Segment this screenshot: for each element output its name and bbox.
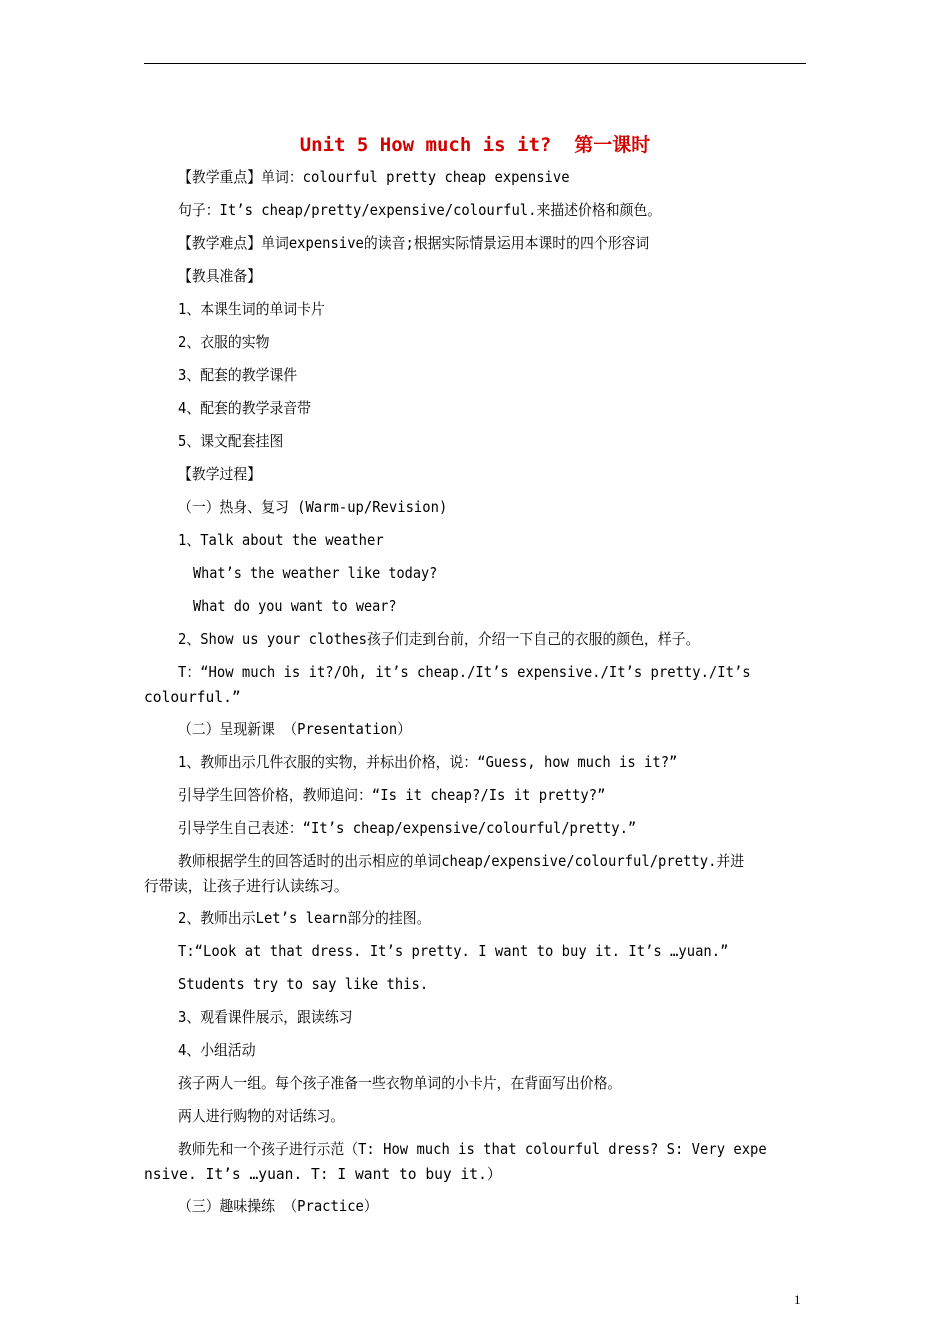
body-line: 1、本课生词的单词卡片 bbox=[178, 300, 325, 318]
body-line: nsive. It’s …yuan. T: I want to buy it.） bbox=[144, 1165, 502, 1183]
body-line: 5、课文配套挂图 bbox=[178, 432, 284, 450]
body-line: 两人进行购物的对话练习。 bbox=[178, 1107, 345, 1125]
body-line: （三）趣味操练 （Practice） bbox=[178, 1197, 378, 1215]
body-line: 教师根据学生的回答适时的出示相应的单词cheap/expensive/colourful/pretty.并进 bbox=[178, 852, 745, 870]
body-line: T:“Look at that dress. It’s pretty. I want to buy it. It’s …yuan.” bbox=[178, 942, 729, 960]
body-line: 引导学生自己表述：“It’s cheap/expensive/colourful/pretty.” bbox=[178, 819, 637, 837]
body-line: 【教学重点】单词：colourful pretty cheap expensive bbox=[178, 168, 570, 186]
header-rule bbox=[144, 63, 806, 64]
body-line: T：“How much is it?/Oh, it’s cheap./It’s expensive./It’s pretty./It’s bbox=[178, 663, 751, 681]
body-line: 孩子两人一组。每个孩子准备一些衣物单词的小卡片，在背面写出价格。 bbox=[178, 1074, 622, 1092]
body-line: 1、Talk about the weather bbox=[178, 531, 384, 549]
body-line: 3、配套的教学课件 bbox=[178, 366, 298, 384]
body-line: What’s the weather like today? bbox=[193, 564, 438, 582]
body-line: 句子：It’s cheap/pretty/expensive/colourful.来描述价格和颜色。 bbox=[178, 201, 662, 219]
body-line: 【教学过程】 bbox=[178, 465, 262, 483]
body-line: What do you want to wear? bbox=[193, 597, 397, 615]
body-line: 2、教师出示Let’s learn部分的挂图。 bbox=[178, 909, 431, 927]
document-title: Unit 5 How much is it? 第一课时 bbox=[299, 134, 651, 156]
body-line: 4、配套的教学录音带 bbox=[178, 399, 312, 417]
body-line: 引导学生回答价格，教师追问：“Is it cheap?/Is it pretty?” bbox=[178, 786, 606, 804]
body-line: （二）呈现新课 （Presentation） bbox=[178, 720, 412, 738]
page-number: 1 bbox=[794, 1292, 801, 1307]
body-line: 2、衣服的实物 bbox=[178, 333, 270, 351]
body-line: colourful.” bbox=[144, 688, 241, 706]
body-line: Students try to say like this. bbox=[178, 975, 429, 993]
body-line: 1、教师出示几件衣服的实物，并标出价格，说：“Guess, how much is it?” bbox=[178, 753, 678, 771]
body-line: 教师先和一个孩子进行示范（T: How much is that colourful dress? S: Very expe bbox=[178, 1140, 767, 1158]
body-line: （一）热身、复习 (Warm-up/Revision) bbox=[178, 498, 448, 516]
body-line: 【教具准备】 bbox=[178, 267, 262, 285]
body-line: 3、观看课件展示，跟读练习 bbox=[178, 1008, 353, 1026]
body-line: 4、小组活动 bbox=[178, 1041, 256, 1059]
body-line: 2、Show us your clothes孩子们走到台前，介绍一下自己的衣服的颜色，样子。 bbox=[178, 630, 700, 648]
body-line: 行带读，让孩子进行认读练习。 bbox=[144, 877, 349, 895]
body-line: 【教学难点】单词expensive的读音;根据实际情景运用本课时的四个形容词 bbox=[178, 234, 650, 252]
